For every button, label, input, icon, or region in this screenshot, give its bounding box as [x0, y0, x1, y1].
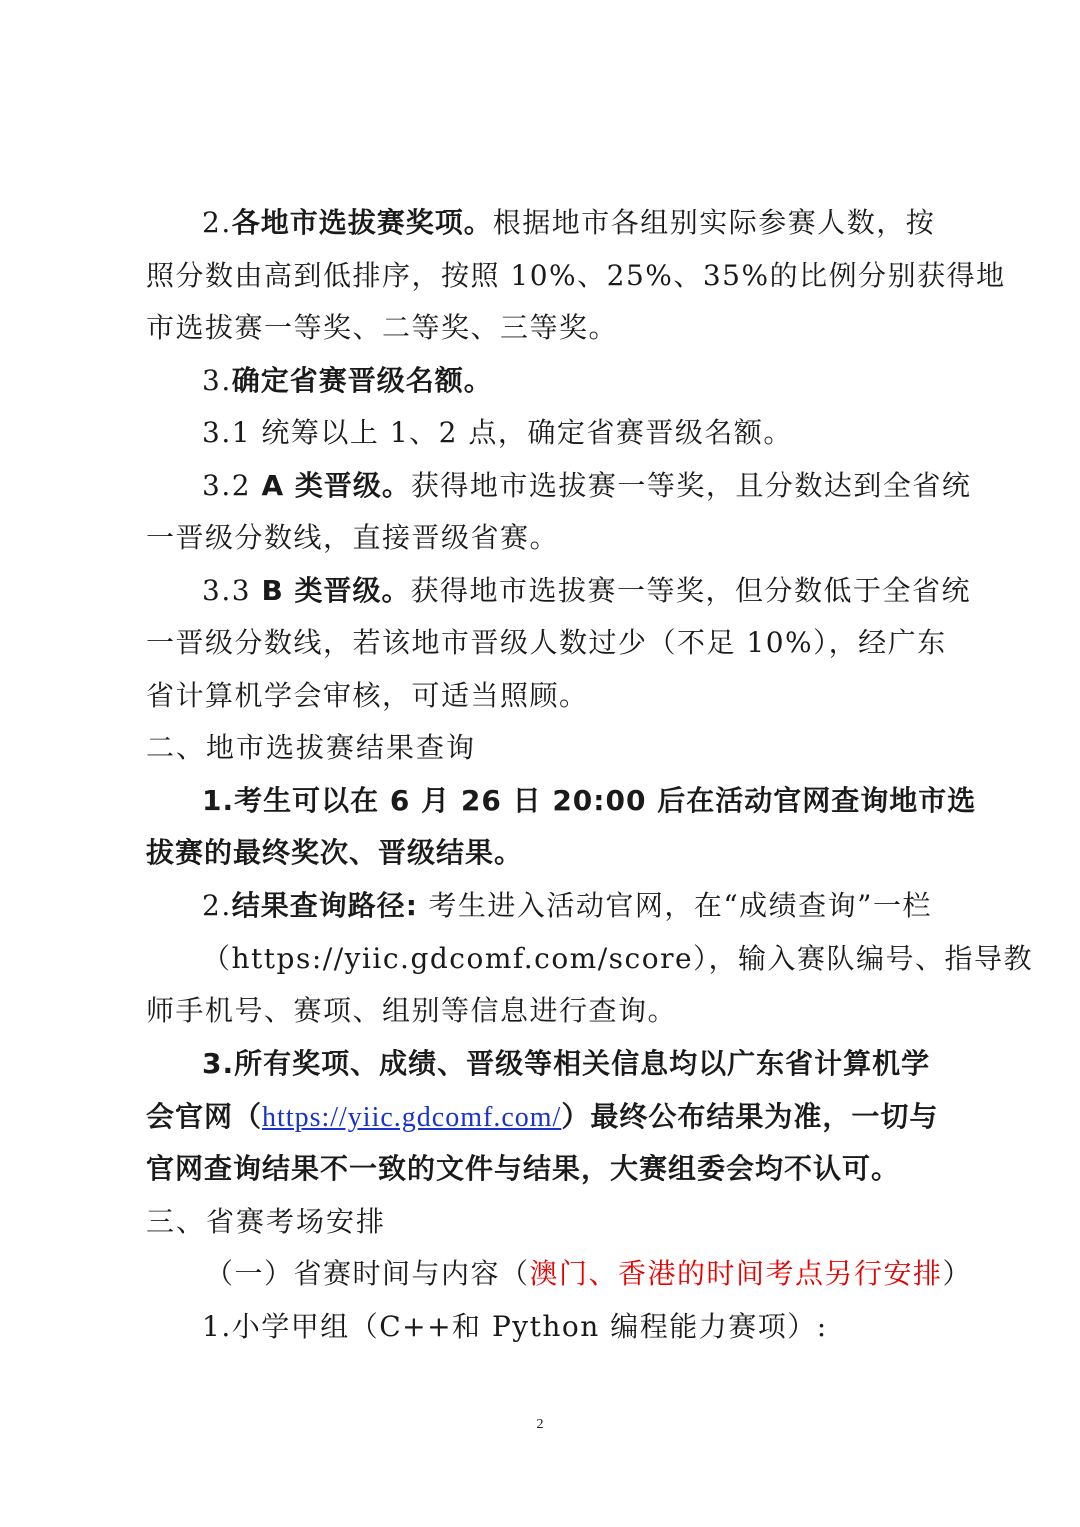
paragraph-query-time-line1	[202, 781, 977, 821]
paragraph-query-path-line3: 师手机号、赛项、组别等信息进行查询。	[146, 994, 678, 1027]
item-number: 1.	[202, 784, 235, 817]
section-heading-results: 二、地市选拔赛结果查询	[146, 731, 477, 764]
item-title: A 类晋级。	[261, 469, 411, 502]
paragraph-awards-line1	[202, 203, 936, 243]
paragraph-3-3-line2: 一晋级分数线，若该地市晋级人数过少（不足 10%），经广东	[146, 626, 947, 659]
item-title: 各地市选拔赛奖项。	[231, 206, 493, 239]
text-run: 会官网（	[146, 1100, 263, 1133]
paragraph-query-path-line2: （https://yiic.gdcomf.com/score），输入赛队编号、指导教	[202, 942, 1034, 975]
paragraph-3-3-line3: 省计算机学会审核，可适当照顾。	[146, 679, 589, 712]
item-number: 3.2	[202, 469, 262, 502]
item-number: 2.	[202, 889, 232, 922]
text-run: 考生可以在 6 月 26 日 20:00 后在活动官网查询地市选	[234, 784, 977, 817]
paragraph-3-2-line1	[202, 466, 972, 506]
paragraph-3-2-line2: 一晋级分数线，直接晋级省赛。	[146, 521, 560, 554]
paragraph-3-1: 3.1 统筹以上 1、2 点，确定省赛晋级名额。	[202, 416, 793, 449]
paragraph-official-line3: 官网查询结果不一致的文件与结果，大赛组委会均不认可。	[146, 1152, 901, 1185]
highlight-note: 澳门、香港的时间考点另行安排	[529, 1257, 943, 1290]
official-site-link[interactable]: https://yiic.gdcomf.com/	[262, 1102, 562, 1133]
page-number: 2	[536, 1417, 544, 1432]
text-run: （一）省赛时间与内容（	[205, 1257, 530, 1290]
item-title: 结果查询路径:	[231, 889, 418, 922]
subsection-heading-time	[205, 1254, 973, 1294]
paragraph-query-path-line1	[202, 886, 936, 926]
paragraph-query-time-line2: 拔赛的最终奖次、晋级结果。	[146, 836, 524, 869]
item-number: 3.3	[202, 574, 262, 607]
paragraph-official-line2	[146, 1097, 939, 1138]
text-run: 获得地市选拔赛一等奖，且分数达到全省统	[410, 469, 972, 502]
text-run: 根据地市各组别实际参赛人数，按	[492, 206, 936, 239]
paragraph-official-line1: 3.所有奖项、成绩、晋级等相关信息均以广东省计算机学	[202, 1047, 931, 1080]
paragraph-quota-heading	[202, 361, 936, 401]
text-run: ）最终公布结果为准，一切与	[561, 1100, 939, 1133]
paragraph-awards-line3: 市选拔赛一等奖、二等奖、三等奖。	[146, 311, 619, 344]
item-title: B 类晋级。	[261, 574, 411, 607]
item-title: 确定省赛晋级名额。	[231, 364, 493, 397]
section-heading-venue: 三、省赛考场安排	[146, 1205, 387, 1238]
item-number: 3.	[202, 364, 232, 397]
text-run: 考生进入活动官网，在“成绩查询”一栏	[417, 889, 932, 922]
text-run: 获得地市选拔赛一等奖，但分数低于全省统	[410, 574, 972, 607]
text-run: ）	[942, 1257, 973, 1290]
paragraph-3-3-line1	[202, 571, 972, 611]
paragraph-awards-line2: 照分数由高到低排序，按照 10%、25%、35%的比例分别获得地	[146, 259, 1006, 292]
item-number: 2.	[202, 206, 232, 239]
paragraph-primary-group-a: 1.小学甲组（C++和 Python 编程能力赛项）:	[202, 1310, 828, 1343]
